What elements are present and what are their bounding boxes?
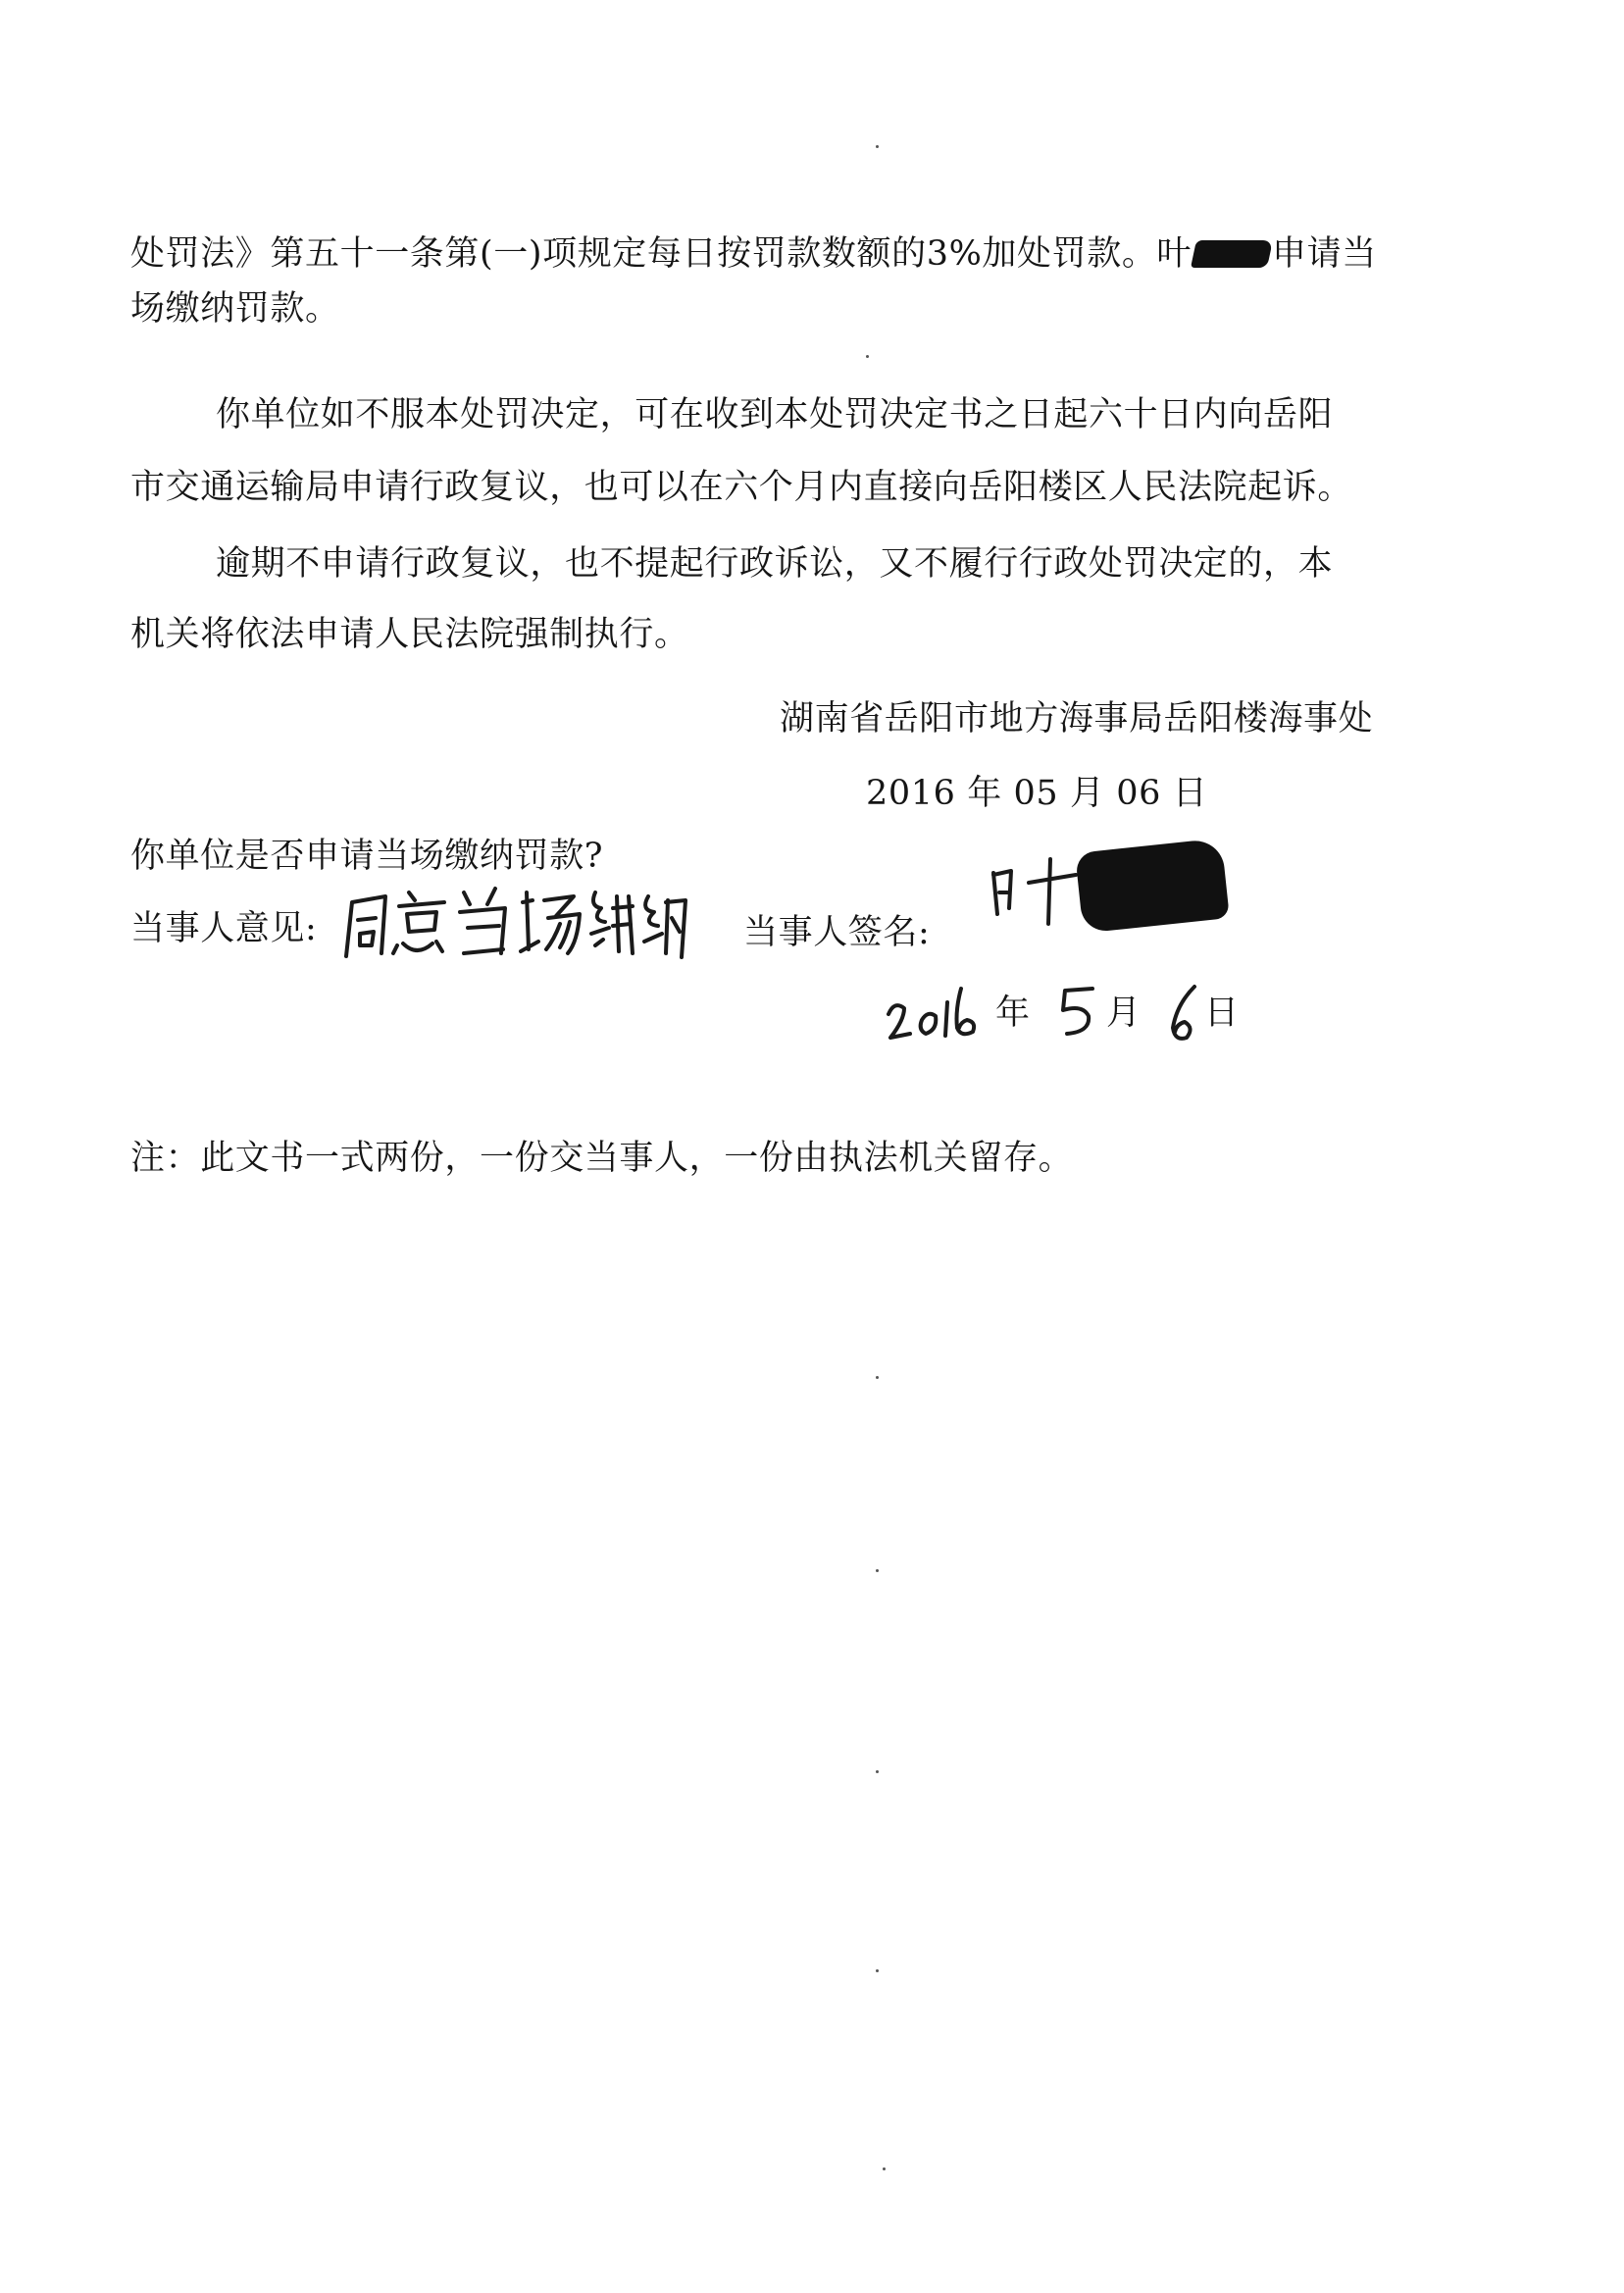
- handwritten-year: [883, 981, 990, 1049]
- opinion-label: 当事人意见:: [130, 909, 318, 948]
- signature-label: 当事人签名:: [743, 913, 931, 952]
- handwritten-opinion: [338, 863, 691, 971]
- scan-dot: [876, 1376, 879, 1379]
- document-note: 注：此文书一式两份，一份交当事人，一份由执法机关留存。: [130, 1139, 1074, 1178]
- paragraph3-line2: 机关将依法申请人民法院强制执行。: [130, 615, 689, 654]
- handwritten-month: [1049, 983, 1108, 1042]
- redacted-name: [1191, 240, 1273, 268]
- payment-question: 你单位是否申请当场缴纳罚款?: [130, 837, 604, 876]
- paragraph1-line1: [130, 233, 1377, 275]
- scan-dot: [876, 145, 879, 148]
- issuer-name: 湖南省岳阳市地方海事局岳阳楼海事处: [780, 699, 1374, 739]
- scan-dot: [876, 1969, 879, 1972]
- handwritten-signature: [986, 853, 1084, 932]
- paragraph3-line1: 逾期不申请行政复议，也不提起行政诉讼，又不履行行政处罚决定的，本: [216, 544, 1334, 584]
- signed-date-day-label: 日: [1204, 994, 1240, 1033]
- paragraph2-line2: 市交通运输局申请行政复议，也可以在六个月内直接向岳阳楼区人民法院起诉。: [130, 468, 1353, 507]
- paragraph1-line1-tail: 申请当: [1272, 234, 1377, 274]
- redacted-signature: [1075, 838, 1230, 933]
- scan-dot: [876, 1770, 879, 1773]
- paragraph2-line1: 你单位如不服本处罚决定，可在收到本处罚决定书之日起六十日内向岳阳: [216, 395, 1334, 434]
- scan-dot: [866, 355, 869, 358]
- paragraph1-line1-text: 处罚法》第五十一条第(一)项规定每日按罚款数额的3%加处罚款。叶: [130, 234, 1193, 274]
- scan-dot: [883, 2167, 886, 2170]
- signed-date-year-label: 年: [995, 994, 1031, 1033]
- signed-date-month-label: 月: [1106, 994, 1142, 1033]
- paragraph1-line2: 场缴纳罚款。: [130, 289, 340, 329]
- issue-date: 2016 年 05 月 06 日: [866, 774, 1208, 813]
- handwritten-day: [1159, 981, 1208, 1049]
- scan-dot: [876, 1569, 879, 1572]
